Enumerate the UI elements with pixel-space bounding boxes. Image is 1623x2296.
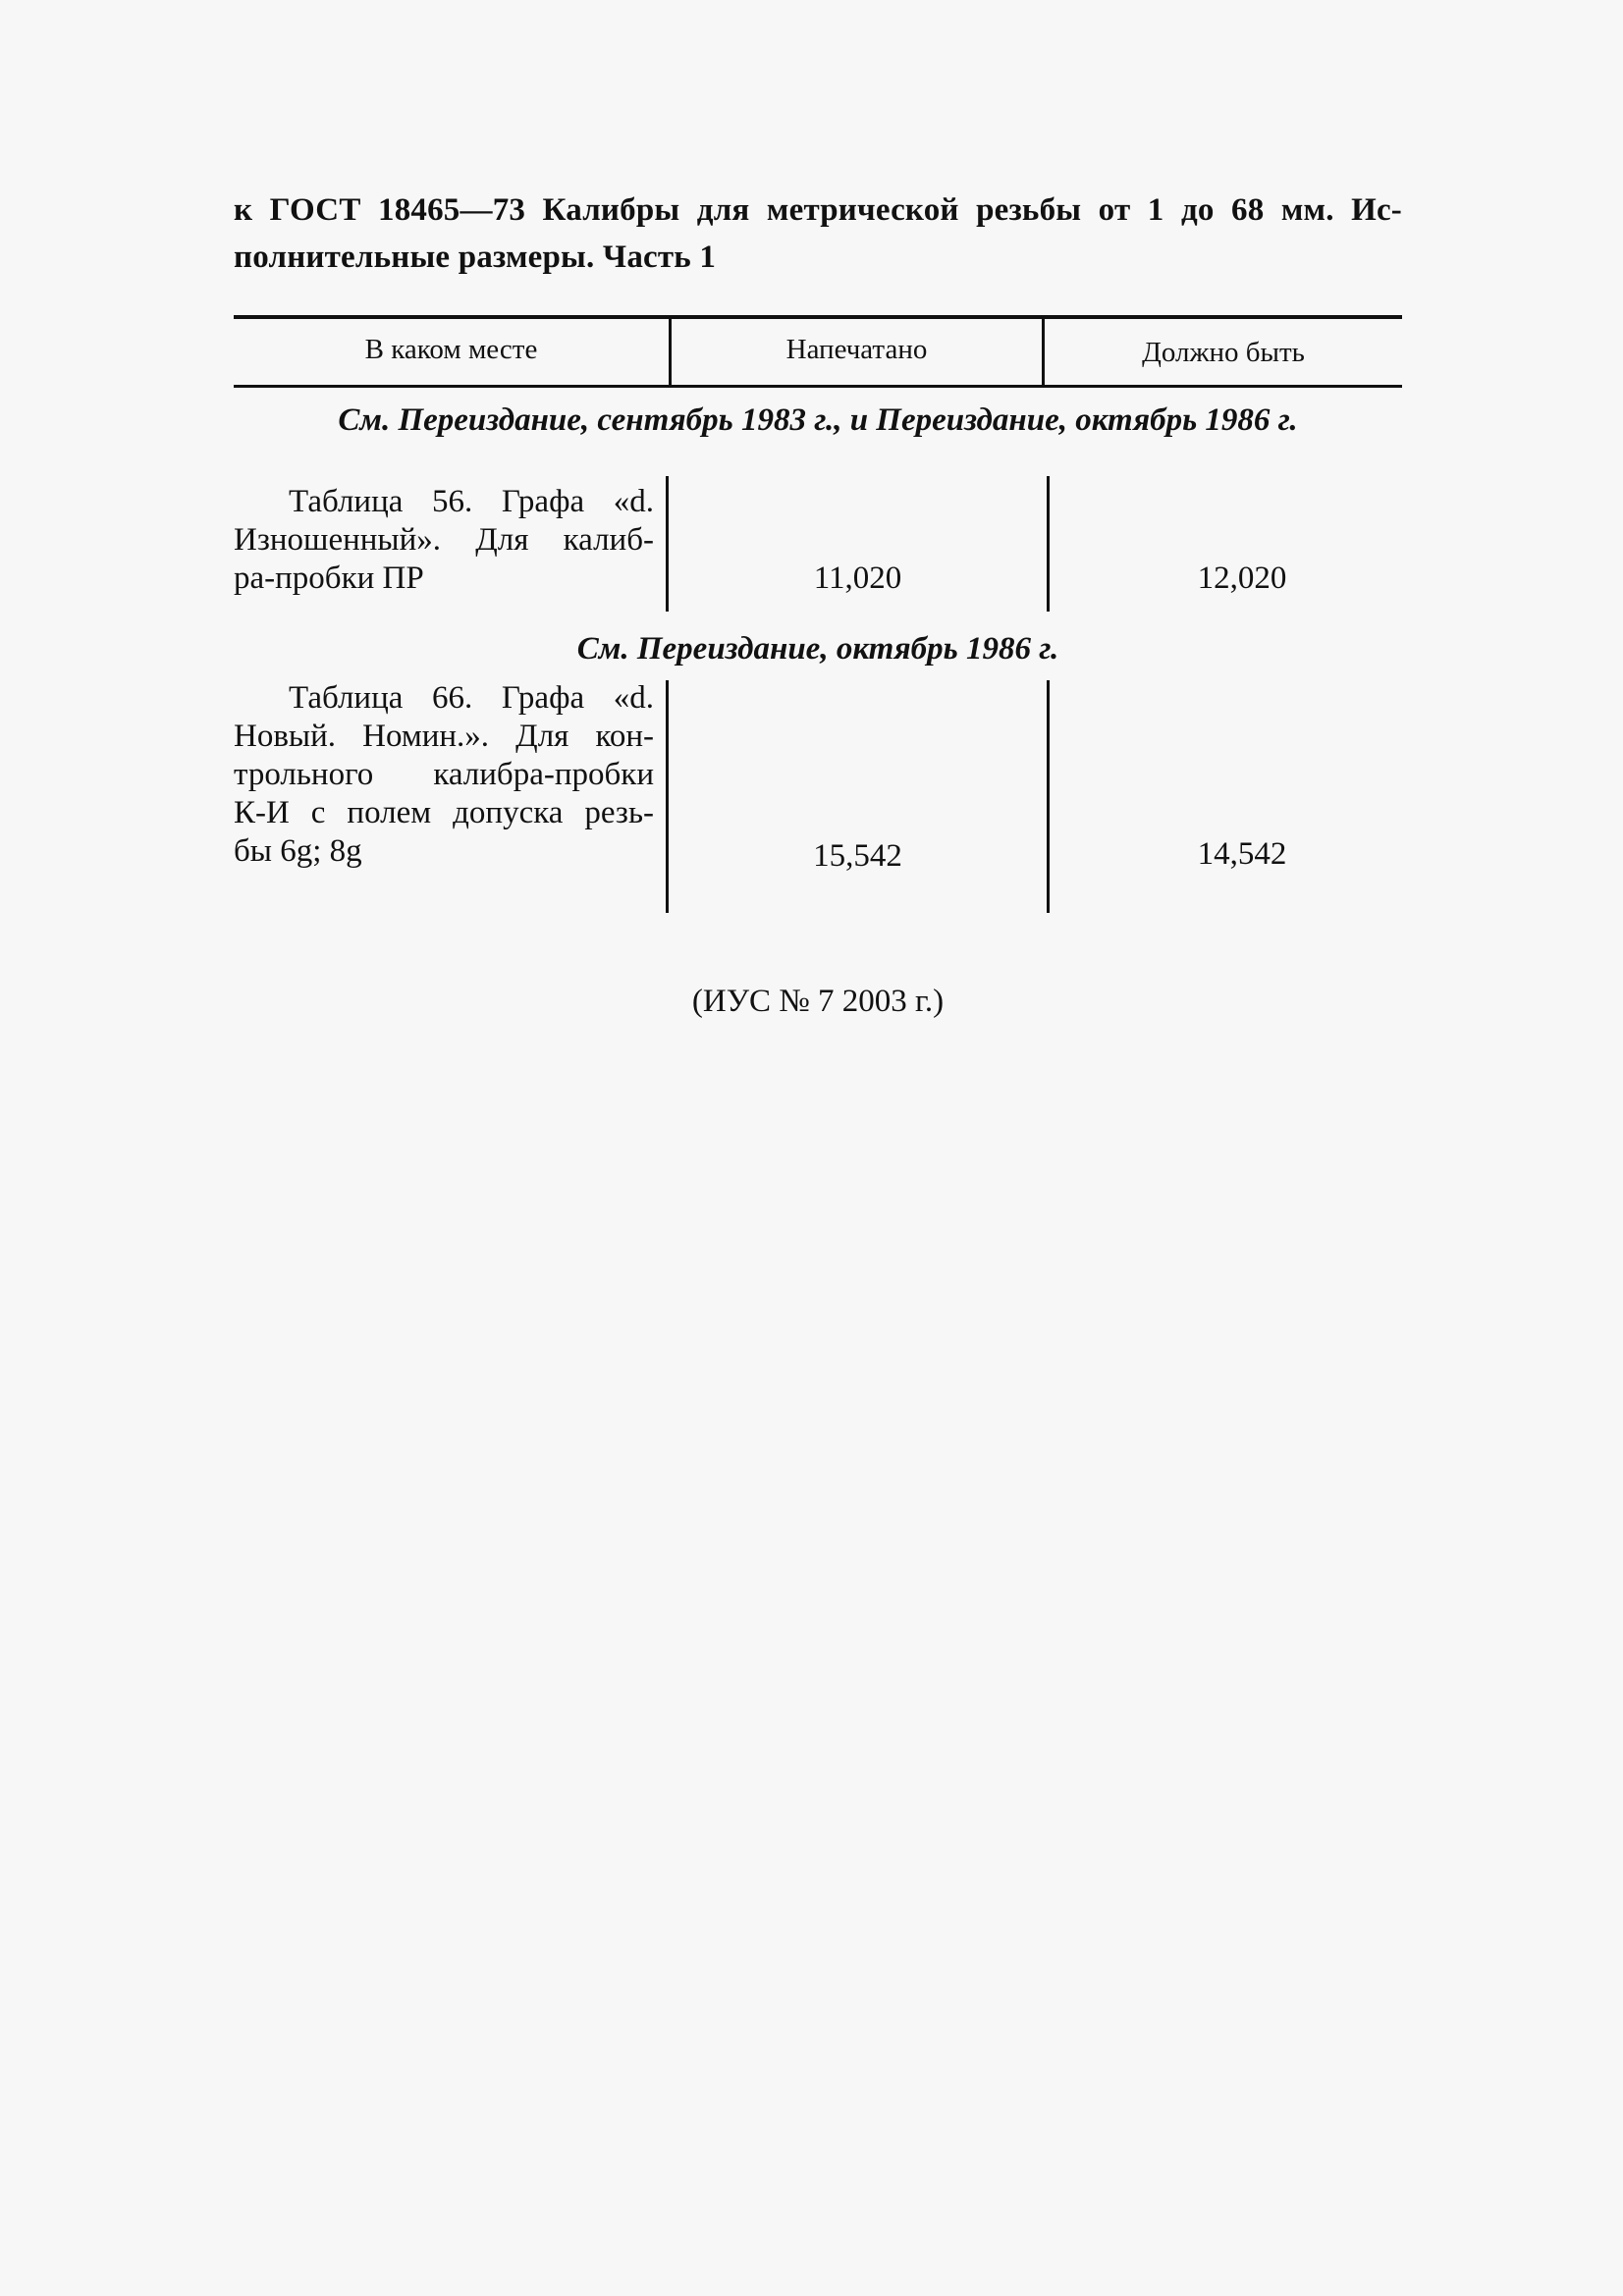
row-2-place-line-3: трольного калибра-пробки (234, 757, 654, 792)
row-1-should-be: 12,020 (1197, 561, 1287, 596)
row-2-place-line-2: Новый. Номин.». Для кон- (234, 719, 654, 754)
title-line-1: к ГОСТ 18465—73 Калибры для метрической резьбы от 1 до 68 мм. Ис- (234, 192, 1402, 228)
row-1-place (234, 483, 654, 598)
section-heading-1: См. Переиздание, сентябрь 1983 г., и Переиздание, октябрь 1986 г. (338, 402, 1298, 438)
row-2-place (234, 679, 654, 871)
row-1-place-line-1: Таблица 56. Графа «d. (289, 484, 654, 519)
header-printed: Напечатано (785, 334, 928, 365)
row-2-divider-2 (1047, 680, 1050, 913)
row-1-place-line-3: ра-пробки ПР (234, 561, 424, 596)
row-2-printed: 15,542 (813, 838, 902, 874)
document-title (234, 187, 1402, 281)
amendment-source: (ИУС № 7 2003 г.) (691, 984, 945, 1019)
header-place: В каком месте (364, 334, 538, 365)
row-2-should-be: 14,542 (1197, 836, 1287, 872)
row-1-printed: 11,020 (813, 561, 902, 596)
row-1-place-line-2: Изношенный». Для калиб- (234, 522, 654, 558)
row-2-place-line-4: К-И с полем допуска резь- (234, 795, 654, 830)
title-line-2: полнительные размеры. Часть 1 (234, 240, 717, 275)
table-top-rule (234, 315, 1402, 319)
table-header-bottom-rule (234, 385, 1402, 388)
row-2-place-line-1: Таблица 66. Графа «d. (289, 680, 654, 716)
header-should-be: Должно быть (1142, 337, 1305, 368)
row-2-place-line-5: бы 6g; 8g (234, 833, 362, 869)
row-2-divider-1 (666, 680, 669, 913)
section-heading-2: См. Переиздание, октябрь 1986 г. (576, 631, 1059, 667)
